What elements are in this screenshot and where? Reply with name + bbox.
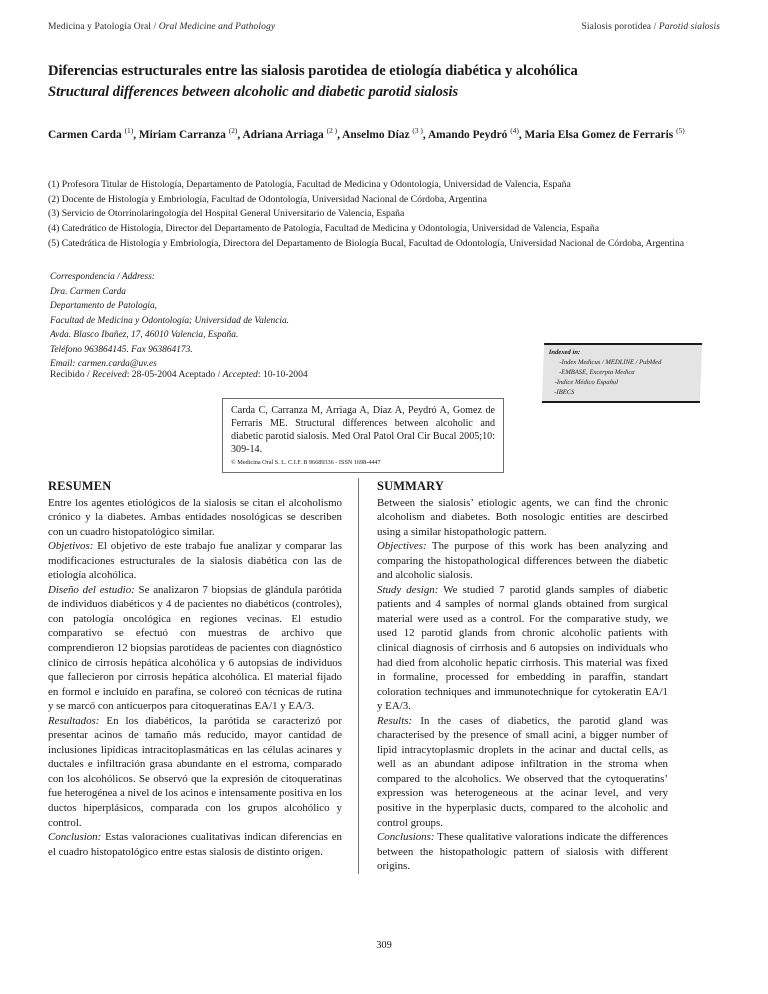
author-list: Carmen Carda $^{(1)}$, Miriam Carranza $^{(2)}$, Adriana Arriaga $^{(2 )}$, Anselmo Díaz $^{(3 )}$, Amando Peydró $^{(4)}$, Maria Elsa Gomez de Ferraris $^{(5)}$ <box>48 126 685 141</box>
abstract-spanish-conclusion <box>48 830 342 859</box>
abstract-english-conclusion <box>377 830 668 874</box>
citation-text: Carda C, Carranza M, Arriaga A, Díaz A, Peydró A, Gomez de Ferraris ME. Structural differences between alcoholic and diabetic parotid sialosis. Med Oral Patol Oral Cir Bucal 2005;10: 309-14. <box>231 405 495 455</box>
correspondence-line: Departamento de Patología, <box>50 301 158 312</box>
title-block <box>48 62 720 103</box>
abstract-spanish-design-text: Se analizaron 7 biopsias de glándula parótida de individuos diabéticos y 4 de pacientes no diabéticos (controles), con patología oncológica en regiones vecinas. El estudio comparativo se efectuó con muestras de archivo que comprendieron 12 biopsias parotídeas de pacientes con diagnóstico clínico de cirrosis hepática alcohólica y 6 autopsias de individuos que fallecieron por cirrosis hepática alcohólica. El material fijado en formol e incluído en parafina, se coloreó con técnicas de rutina y se marcó con anticuerpos para citoqueratinas EA/1 y EA/3. <box>48 583 342 713</box>
author-affiliation-marker: (4) <box>510 126 519 136</box>
author-affiliation-marker: (3 ) <box>412 126 423 136</box>
correspondence-line: Teléfono 963864145. Fax 963864173. <box>50 344 193 355</box>
author-name: Carmen Carda <box>48 129 125 141</box>
affiliation-item: (1) Profesora Titular de Histología, Departamento de Patología, Facultad de Medicina y Odontología, Universidad de Valencia, España <box>48 179 571 190</box>
indexed-in-list <box>547 358 698 398</box>
abstract-spanish-heading: RESUMEN <box>48 479 112 493</box>
author-affiliation-marker: (2 ) <box>326 126 338 136</box>
author-name: Amando Peydró <box>427 129 511 141</box>
correspondence-line: Dra. Carmen Carda <box>50 286 126 297</box>
affiliation-list <box>48 178 724 252</box>
abstract-spanish-design <box>48 583 342 714</box>
abstract-english-results <box>377 714 668 830</box>
correspondence-line: Facultad de Medicina y Odontología; Universidad de Valencia. <box>50 315 290 326</box>
abstract-spanish-results-text: En los diabéticos, la parótida se caracterizó por presentar acinos de tamaño más reducido, mayor cantidad de inclusiones lipídicas intracitoplasmáticas en las células acinares y ductales e infiltración grasa abundante en el estroma, comparado con los alcohólicos. Se observó que la expresión de citoqueratinas fue heterogénea a nivel de los acinos e intensamente positiva en los ductos hiperplásicos, comparada con los grupos alcohólico y control. <box>48 714 342 829</box>
author-affiliation-marker: (1) <box>124 126 134 136</box>
abstract-spanish <box>48 478 358 874</box>
author-name: Anselmo Díaz <box>342 129 413 141</box>
indexed-in-item: -Indice Médico Español <box>554 378 619 386</box>
affiliation-item: (2) Docente de Histología y Embriología, Facultad de Odontología, Universidad Nacional de Córdoba, Argentina <box>48 193 487 205</box>
accepted-date: : 10-10-2004 <box>257 369 308 380</box>
received-date: : 28-05-2004 <box>126 369 177 380</box>
page-number: 309 <box>376 940 392 951</box>
author-name: Maria Elsa Gomez de Ferraris <box>524 129 677 141</box>
correspondence-line: Email: carmen.carda@uv.es <box>50 359 157 370</box>
abstract-english-results-label: Results: <box>377 714 413 727</box>
article-title-spanish: Diferencias estructurales entre las sialosis parotidea de etiología diabética y alcohólica <box>48 63 578 79</box>
abstract-spanish-conclusion-text: Estas valoraciones cualitativas indican diferencias en el cuadro histopatológico entre estas sialosis de distinto origen. <box>48 831 342 858</box>
correspondence-line: Correspondencia / Address: <box>50 272 155 282</box>
abstract-english-objectives-text: The purpose of this work has been analyzing and comparing the histopathological differences between the diabetic and alcoholic sialosis. <box>377 540 668 582</box>
author-name: Adriana Arriaga <box>242 129 327 141</box>
abstract-english-results-text: In the cases of diabetics, the parotid gland was characterised by the presence of small acini, a bigger number of lipid intracytoplasmic droplets in the acinar and ductal cells, as well as an abundant adipose infiltration in the stroma when compared to the alcoholics. We observed that the cytoqueratins’ expression was heterogeneous at the acinar level, and very positive in the hyperplasic ducts, compared to the alcoholic and control groups. <box>377 714 668 829</box>
author-name: Miriam Carranza <box>138 129 229 141</box>
article-title-english: Structural differences between alcoholic and diabetic parotid sialosis <box>48 84 459 101</box>
affiliation-item: (5) Catedrática de Histología y Embriología, Directora del Departamento de Biología Bucal, Facultad de Odontología, Universidad Nacional de Córdoba, Argentina <box>48 237 685 249</box>
running-head-left <box>48 22 275 32</box>
abstract-english-heading: SUMMARY <box>377 479 445 493</box>
received-label: Recibido / <box>50 369 93 380</box>
indexed-in-box <box>542 343 702 403</box>
abstract-english-conclusion-text: These qualitative valorations indicate the differences between the histopathologic pattern of sialosis with different origins. <box>377 831 668 873</box>
abstract-spanish-results-label: Resultados: <box>48 714 100 727</box>
correspondence-block <box>50 270 380 372</box>
abstract-english-conclusion-label: Conclusions: <box>377 831 435 844</box>
abstract-columns <box>48 478 720 874</box>
author-affiliation-marker: (5) <box>676 126 685 136</box>
abstract-spanish-conclusion-label: Conclusion: <box>48 831 102 844</box>
abstract-spanish-results <box>48 714 342 830</box>
accepted-label: Aceptado / <box>176 369 223 380</box>
running-head-left-journal: Medicina y Patología Oral / <box>48 22 157 32</box>
running-head-left-journal-english: Oral Medicine and Pathology <box>158 22 276 32</box>
indexed-in-item: -EMBASE, Excerpta Medica <box>558 368 635 376</box>
indexed-in-item: -IBECS <box>554 388 575 396</box>
running-head-right <box>582 22 720 32</box>
abstract-spanish-intro: Entre los agentes etiológicos de la sialosis se citan el alcoholismo crónico y la diabetes. Ambas entidades nosológicas se describen con un cuadro histopatológico similar. <box>48 496 342 538</box>
abstract-english-design <box>377 583 668 714</box>
abstract-english-design-text: We studied 7 parotid glands samples of diabetic patients and 4 samples of normal glands obtained from surgical material were used as a control. For the comparative study, we used 12 parotid glands from chronic alcoholic patients with clinical diagnosis of cirrhosis and 6 autopsies on individuals who had died from alcoholic hepatic cirrhosis. This material was fixed in formaline, processed for embedding in paraffin, standart coloration techniques and immunotechnique for cytokeratin EA/1 y EA/3. <box>377 583 668 713</box>
indexed-in-heading: Indexed in: <box>548 349 581 356</box>
received-label-english: Received <box>92 369 127 380</box>
abstract-spanish-objectives <box>48 539 342 583</box>
affiliation-item: (4) Catedrático de Histología, Director del Departamento de Patología, Facultad de Medicina y Odontología, Universidad de Valencia, España <box>48 223 600 235</box>
author-affiliation-marker: (2) <box>228 126 238 136</box>
running-head-right-topic: Sialosis porotídea / <box>581 22 657 32</box>
abstract-spanish-objectives-text: El objetivo de este trabajo fue analizar y comparar las modificaciones estructurales de la sialosis diabética con las de etiología alcohólica. <box>48 540 342 582</box>
copyright-line: © Medicina Oral S. L. C.I.F. B 96689336 - ISSN 1698-4447 <box>231 458 381 466</box>
correspondence-line: Avda. Blasco Ibañez, 17, 46010 Valencia, España. <box>50 330 239 341</box>
abstract-spanish-objectives-label: Objetivos: <box>48 540 94 553</box>
abstract-english-intro: Between the sialosis’ etiologic agents, we can find the chronic alcoholism and diabetes. Both nosologic entities are descirbed using a similar histopathologic pattern. <box>377 496 668 538</box>
affiliation-item: (3) Servicio de Otorrinolaringología del Hospital General Universitario de Valencia, España <box>48 208 405 220</box>
received-accepted-line <box>50 369 308 380</box>
citation-box <box>222 398 504 473</box>
accepted-label-english: Accepted <box>222 369 258 380</box>
abstract-english <box>358 478 668 874</box>
abstract-spanish-design-label: Diseño del estudio: <box>48 583 135 596</box>
abstract-english-objectives-label: Objectives: <box>377 540 427 553</box>
running-head <box>48 22 720 32</box>
abstract-english-design-label: Study design: <box>377 583 439 596</box>
abstract-english-objectives <box>377 539 668 583</box>
running-head-right-topic-english: Parotid sialosis <box>658 22 720 32</box>
indexed-in-item: -Index Medicus / MEDLINE / PubMed <box>559 358 662 366</box>
